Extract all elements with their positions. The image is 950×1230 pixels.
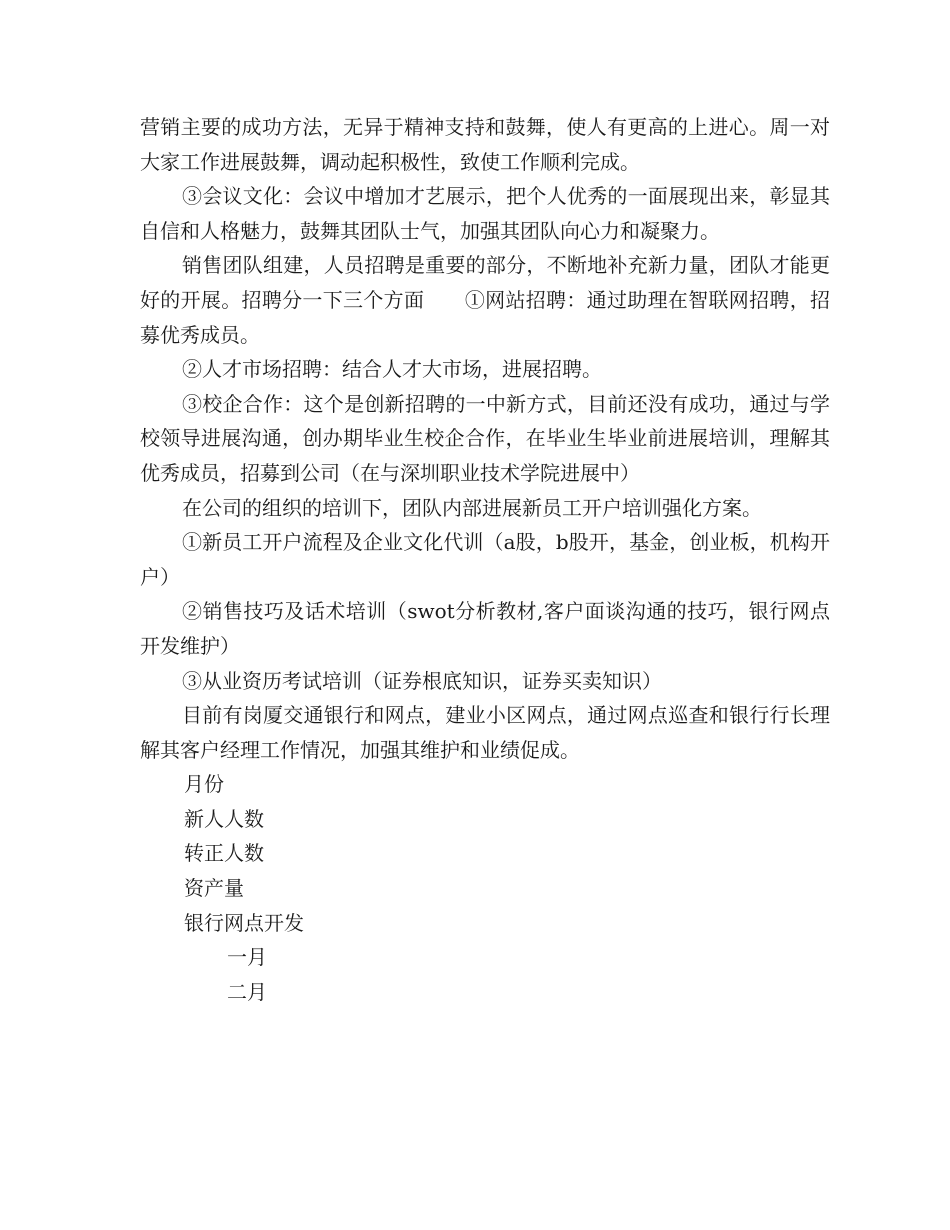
paragraph-marketing-encouragement: 营销主要的成功方法，无异于精神支持和鼓舞，使人有更高的上进心。周一对大家工作进展鼓舞，调动起积极性，致使工作顺利完成。 bbox=[140, 115, 830, 174]
table-header-assets: 资产量 bbox=[184, 876, 244, 901]
paragraph-sales-skills-training: ②销售技巧及话术培训（swot分析教材,客户面谈沟通的技巧，银行网点开发维护） bbox=[140, 599, 830, 658]
paragraph-team-recruitment: 销售团队组建，人员招聘是重要的部分，不断地补充新力量，团队才能更好的开展。招聘分一下三个方面 ①网站招聘：通过助理在智联网招聘，招募优秀成员。 bbox=[140, 253, 830, 347]
paragraph-qualification-exam: ③从业资历考试培训（证券根底知识，证券买卖知识） bbox=[182, 668, 662, 693]
paragraph-account-opening-training: ①新员工开户流程及企业文化代训（a股，b股开，基金，创业板，机构开户） bbox=[140, 530, 830, 589]
table-header-confirmed-staff: 转正人数 bbox=[184, 841, 264, 866]
paragraph-school-enterprise: ③校企合作：这个是创新招聘的一中新方式，目前还没有成功，通过与学校领导进展沟通，创办期毕业生校企合作，在毕业生毕业前进展培训，理解其优秀成员，招募到公司（在与深圳职业技术学院进展中） bbox=[140, 391, 830, 485]
paragraph-company-training: 在公司的组织的培训下，团队内部进展新员工开户培训强化方案。 bbox=[182, 495, 762, 520]
paragraph-meeting-culture: ③会议文化：会议中增加才艺展示，把个人优秀的一面展现出来，彰显其自信和人格魅力，鼓舞其团队士气，加强其团队向心力和凝聚力。 bbox=[140, 184, 830, 243]
document-body bbox=[140, 110, 830, 1009]
table-row-february: 二月 bbox=[227, 979, 267, 1004]
table-header-month: 月份 bbox=[184, 772, 224, 797]
paragraph-talent-market: ②人才市场招聘：结合人才大市场，进展招聘。 bbox=[182, 357, 602, 382]
paragraph-bank-outlets: 目前有岗厦交通银行和网点，建业小区网点，通过网点巡查和银行行长理解其客户经理工作情况，加强其维护和业绩促成。 bbox=[140, 703, 830, 762]
table-row-january: 一月 bbox=[227, 945, 267, 970]
table-header-new-hires: 新人人数 bbox=[184, 806, 264, 831]
table-header-bank-outlet-dev: 银行网点开发 bbox=[184, 910, 304, 935]
